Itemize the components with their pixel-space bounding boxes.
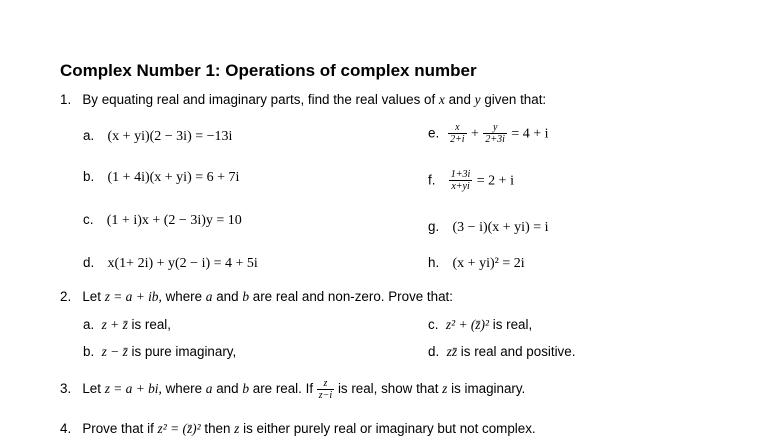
equation: (3 − i)(x + yi) = i — [452, 220, 549, 235]
q1-item-f: f. $\frac{1+3i}{x+yi}$ = 2 + i — [428, 169, 514, 192]
equation: (1 + 4i)(x + yi) = 6 + 7i — [107, 170, 240, 185]
fraction: $\frac{x}{2+i}$ — [450, 122, 465, 145]
q1-item-c: c. (1 + i)x + (2 − 3i)y = 10 — [83, 212, 242, 228]
q1-item-d: d. x(1+ 2i) + y(2 − i) = 4 + 5i — [83, 255, 258, 271]
q1-item-h: h. (x + yi)² = 2i — [428, 255, 525, 271]
equation: x(1+ 2i) + y(2 − i) = 4 + 5i — [107, 256, 258, 271]
equation: (x + yi)(2 − 3i) = −13i — [107, 129, 233, 144]
q1-item-b: b. (1 + 4i)(x + yi) = 6 + 7i — [83, 169, 240, 185]
question-number: 3. — [60, 381, 72, 397]
question-4-stem: 4. Prove that if z² = (z̄)² then z is either purely real or imaginary but not complex. — [60, 421, 536, 436]
equation: (1 + i)x + (2 − 3i)y = 10 — [106, 213, 242, 228]
question-3-stem: 3. Let z = a + bi, where a and b are real. If $\frac{z}{z-i}$ is real, show that z is imaginary. — [60, 378, 526, 401]
question-number: 4. — [60, 421, 72, 436]
fraction: $\frac{z}{z-i}$ — [318, 378, 333, 401]
fraction: $\frac{y}{2+3i}$ — [485, 122, 505, 145]
q1-item-g: g. (3 − i)(x + yi) = i — [428, 219, 549, 235]
q2-item-a: a. z + z̄ is real, — [83, 317, 171, 332]
q1-item-a: a. (x + yi)(2 − 3i) = −13i — [83, 128, 233, 144]
question-1-stem: 1. By equating real and imaginary parts, find the real values of x and y given that: — [60, 92, 547, 107]
q1-item-e: e. $\frac{x}{2+i}$ + $\frac{y}{2+3i}$ = 4 + i — [428, 122, 549, 145]
q2-item-b: b. z − z̄ is pure imaginary, — [83, 344, 237, 359]
page-title: Complex Number 1: Operations of complex number — [60, 61, 477, 80]
fraction: $\frac{1+3i}{x+yi}$ — [450, 169, 471, 192]
equation: (x + yi)² = 2i — [452, 256, 525, 271]
question-2-stem: 2. Let z = a + ib, where a and b are real and non-zero. Prove that: — [60, 289, 453, 304]
question-number: 1. — [60, 92, 72, 107]
question-number: 2. — [60, 289, 72, 304]
q2-item-c: c. z² + (z̄)² is real, — [428, 317, 533, 332]
q2-item-d: d. zz̄ is real and positive. — [428, 344, 576, 359]
